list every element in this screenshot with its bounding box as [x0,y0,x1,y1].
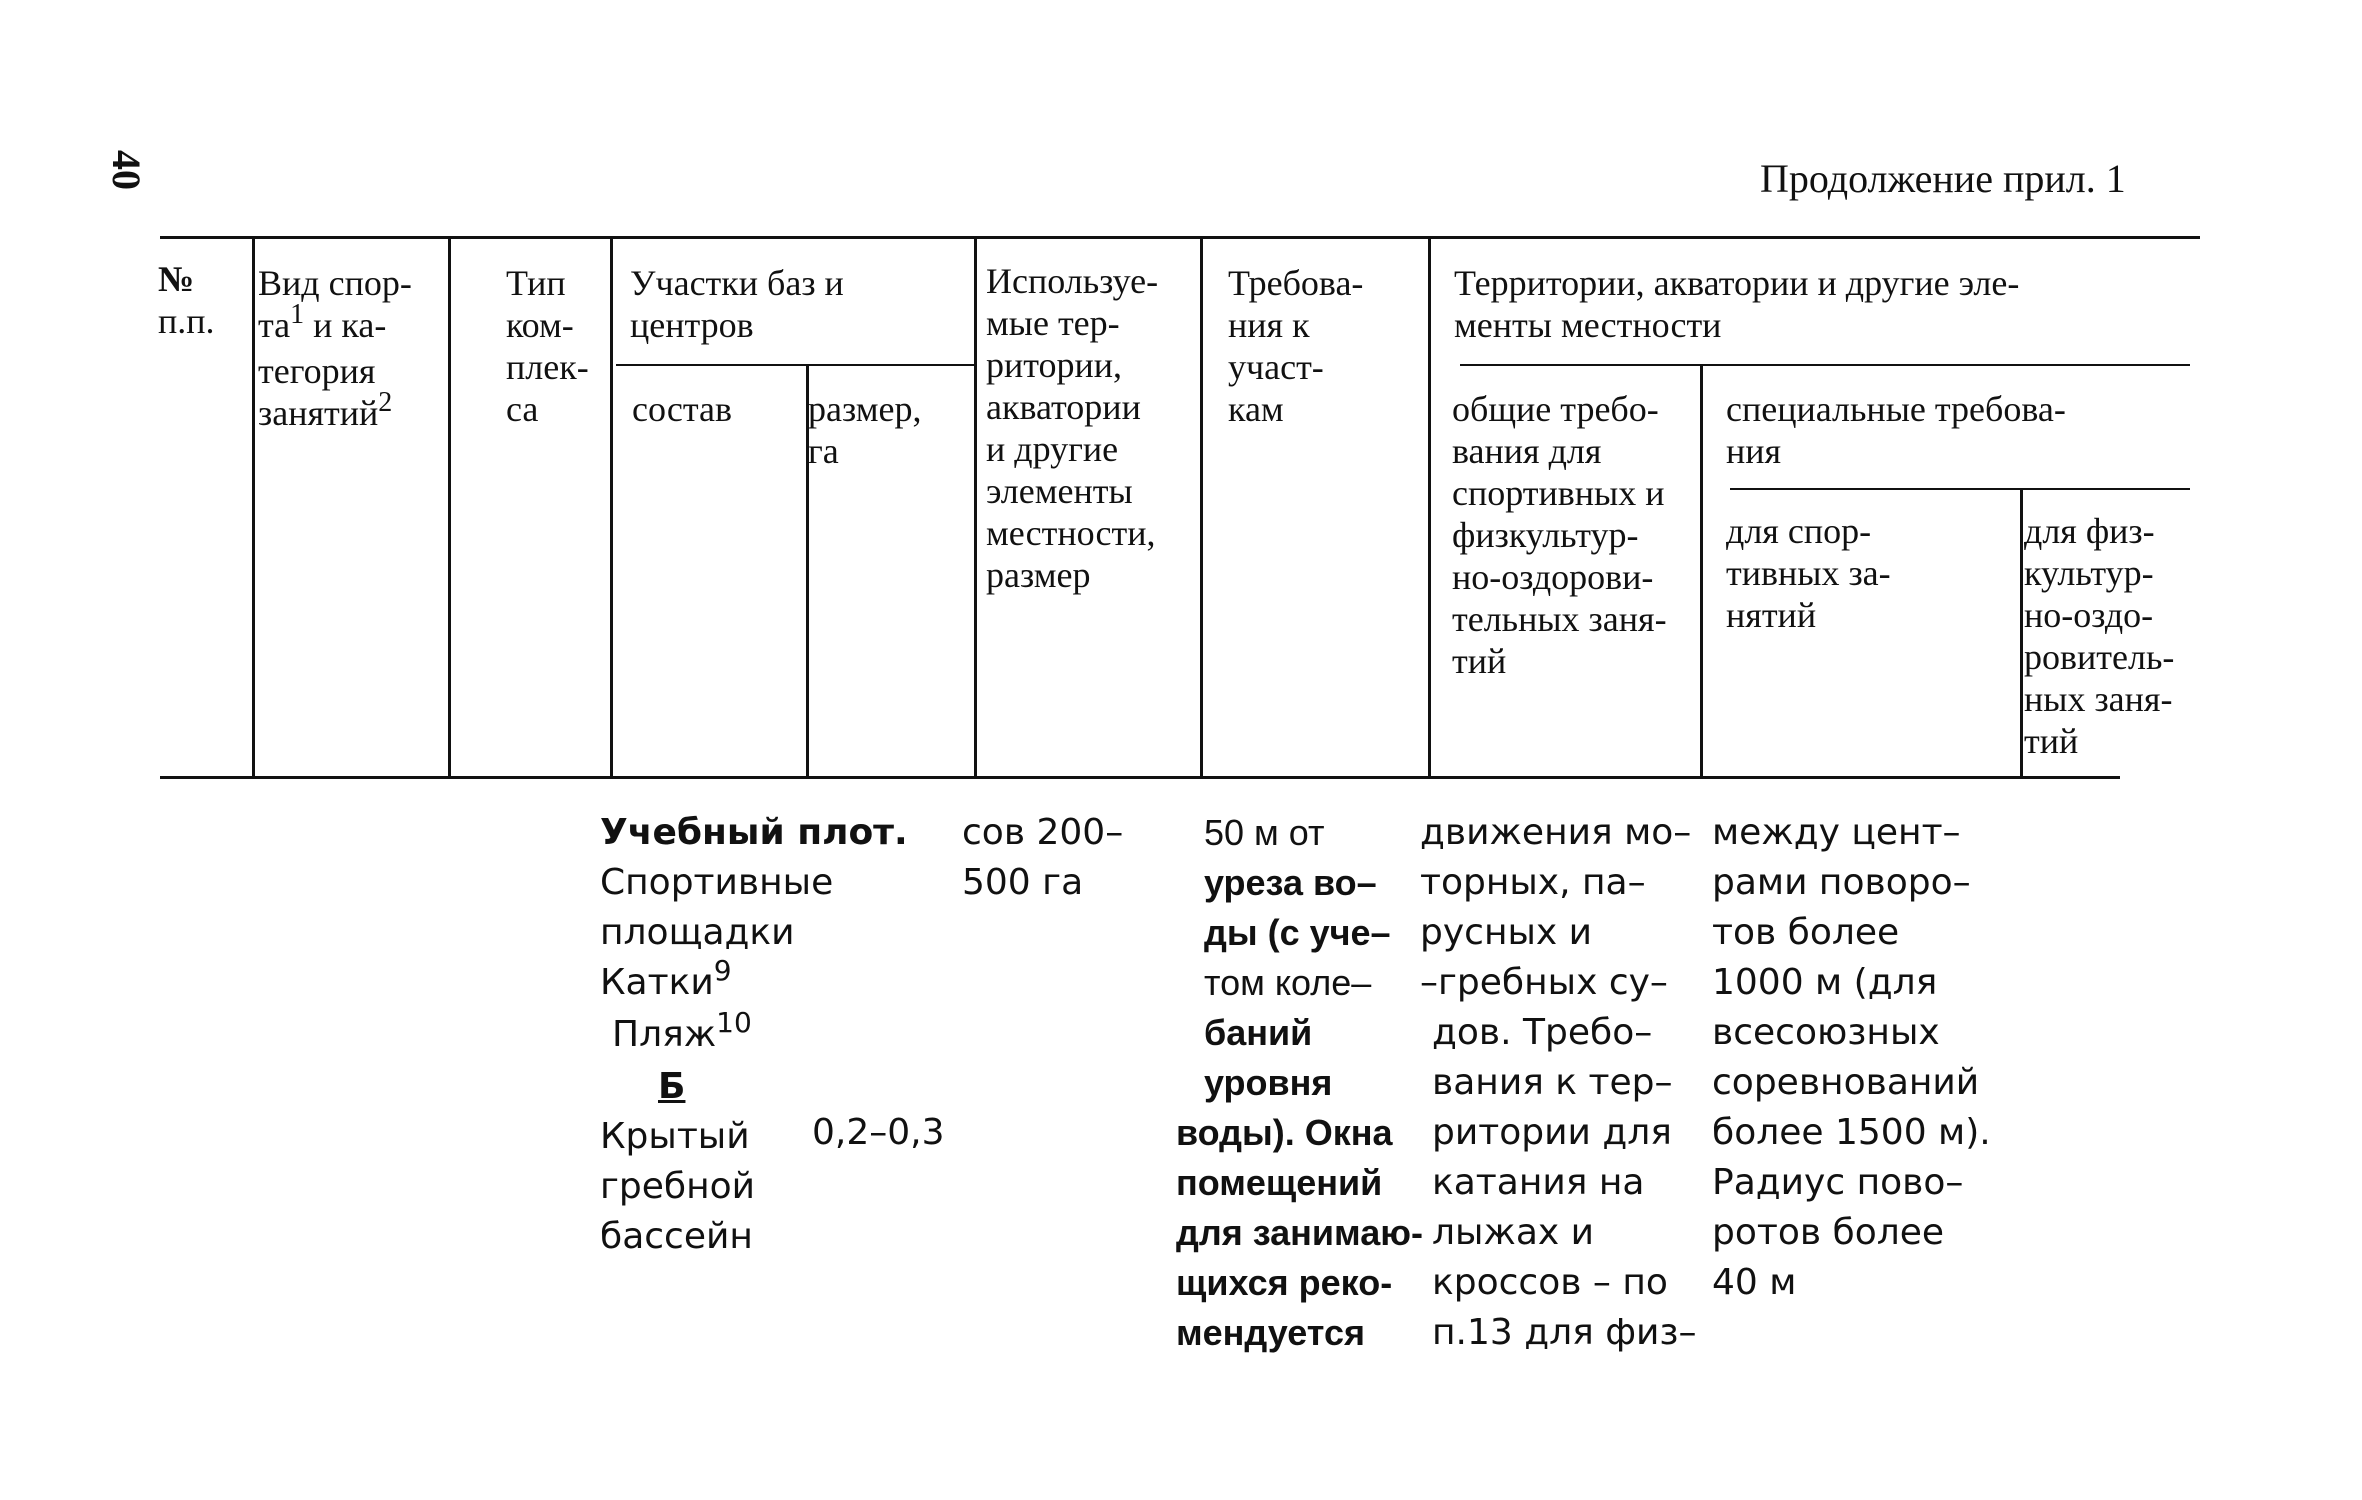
territories-sub-rule [1460,364,2190,366]
col-divider [974,238,977,778]
page-number: 40 [104,150,149,190]
section-letter: Б [658,1066,686,1107]
header-composition: состав [632,389,733,429]
continuation-label: Продолжение прил. 1 [1760,156,2126,201]
header-special-health: для физ- культур- но-оздо- ровитель- ных заня- тий [2024,511,2175,761]
table-top-rule [160,236,2200,239]
header-plot-requirements: Требова- ния к участ- кам [1228,263,1364,429]
col-divider [252,238,255,778]
body-requirements: 50 м от уреза во– ды (с уче– том коле– баний уровня воды). Окна помещений для занимаю- щихся реко- мендуется [1176,812,1423,1353]
header-sport-category: Вид спор- $та^1$ и ка- тегория занятий$^2$ [258,263,412,433]
header-number: № п.п. [158,259,215,341]
table-header-bottom-rule [160,776,2120,779]
col-divider [1428,238,1431,778]
body-special: между цент– рами поворо– тов более 1000 м (для всесоюзных соревнований более 1500 м). Радиус пово– ротов более 40 м [1712,812,1991,1303]
header-territories: Территории, акватории и другие эле- менты местности [1454,263,2020,345]
body-size-b: 0,2–0,3 [812,1112,945,1153]
col-divider [448,238,451,778]
header-special-requirements: специальные требова- ния [1726,389,2066,471]
body-size-a: сов 200– 500 га [962,812,1124,903]
col-divider [610,238,613,778]
header-complex-type: Тип ком- плек- са [506,263,589,429]
body-general: движения мо– торных, па– русных и –гребных су– дов. Требо– вания к тер– ритории для катания на лыжах и кроссов – по п.13 для физ– [1420,812,1697,1353]
header-general-requirements: общие требо- вания для спортивных и физкультур- но-оздорови- тельных заня- тий [1452,389,1667,681]
header-plots: Участки баз и центров [630,263,844,345]
body-composition: Учебный плот. Спортивные площадки Катки$^9$ Пляж$^{10}$ Б Крытый гребной бассейн [600,812,908,1257]
col-divider [2020,490,2023,778]
col-divider [1700,366,1703,778]
col-divider [1200,238,1203,778]
special-sub-rule [1730,488,2190,490]
header-special-sport: для спор- тивных за- нятий [1726,511,1891,635]
header-size: размер, га [808,389,922,471]
plots-sub-rule [616,364,976,366]
header-used-territories: Используе- мые тер- ритории, акватории и другие элементы местности, размер [986,261,1159,595]
